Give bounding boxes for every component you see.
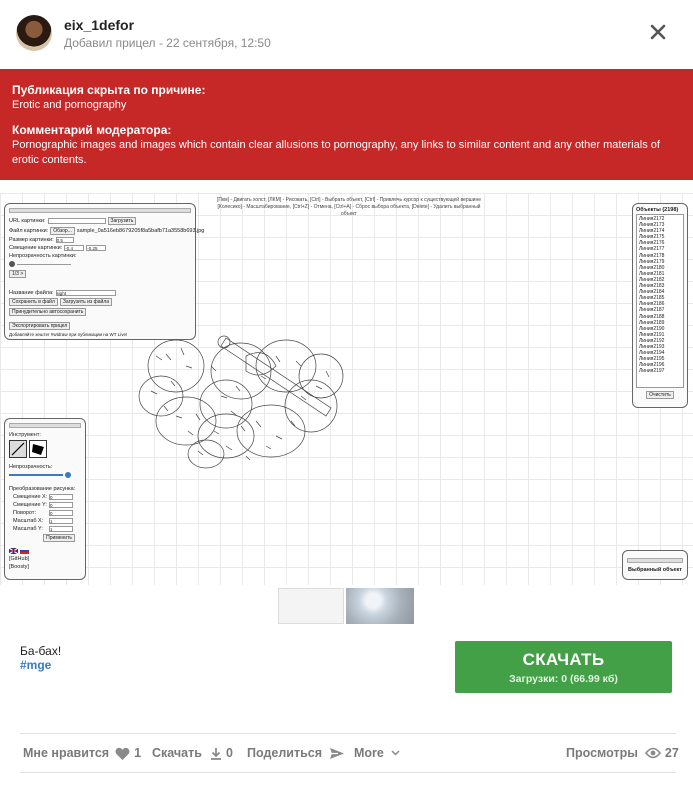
shift-x-label: Смещение X: xyxy=(13,494,48,500)
line-tool-icon xyxy=(9,440,27,458)
moderation-banner xyxy=(0,69,693,180)
download-label: СКАЧАТЬ xyxy=(522,650,605,669)
url-label: URL картинки: xyxy=(9,218,46,224)
footer-note: Добавляйте хештег #wtdraw при публикации на WT Live! xyxy=(9,332,128,337)
object-list-item: Линия2192 xyxy=(639,337,665,344)
transform-label: Преобразование рисунка: xyxy=(9,486,76,492)
file-label: Файл картинки: xyxy=(9,228,49,234)
post-description: Ба-бах! xyxy=(20,644,62,658)
load-file-button: Загрузить из файла xyxy=(60,298,112,306)
eye-icon xyxy=(645,747,661,759)
author-name[interactable]: eix_1defor xyxy=(64,17,135,33)
share-icon xyxy=(329,747,345,760)
object-list-item: Линия2181 xyxy=(639,270,665,277)
like-label: Мне нравится xyxy=(23,746,110,760)
ru-flag-icon xyxy=(20,548,29,554)
uk-flag-icon xyxy=(9,548,18,554)
object-list-item: Линия2180 xyxy=(639,264,665,271)
object-list-item: Линия2186 xyxy=(639,301,665,308)
download-count: 0 xyxy=(225,746,233,760)
objects-panel xyxy=(632,203,688,408)
reason-text: Erotic and pornography xyxy=(12,99,127,111)
panel-handle xyxy=(9,208,191,213)
object-list-item: Линия2175 xyxy=(639,234,665,241)
like-button[interactable] xyxy=(23,746,141,760)
boosty-link: [Boosty] xyxy=(9,564,29,570)
object-list-item: Линия2196 xyxy=(639,362,665,369)
objects-title: Объекты (2198) xyxy=(636,207,679,213)
tool-panel xyxy=(4,418,86,580)
more-label: More xyxy=(354,746,384,760)
selected-object-title: Выбранный объект xyxy=(628,567,682,573)
browse-button: Обзор... xyxy=(50,227,75,235)
object-list-item: Линия2178 xyxy=(639,252,665,259)
download-icon xyxy=(210,747,222,760)
object-list-item: Линия2179 xyxy=(639,258,665,265)
url-input xyxy=(48,218,106,224)
selected-panel-handle xyxy=(627,558,683,563)
object-list-item: Линия2197 xyxy=(639,368,665,375)
line-drawing xyxy=(126,326,348,476)
rotation-input: 0 xyxy=(49,510,73,516)
image-opacity-label: Непрозрачность картинки: xyxy=(9,253,77,259)
offset-y-input: -0.25 xyxy=(86,245,106,251)
like-count: 1 xyxy=(134,746,142,760)
object-list-item: Линия2193 xyxy=(639,343,665,350)
object-list-item: Линия2184 xyxy=(639,289,665,296)
shift-y-label: Смещение Y: xyxy=(13,502,47,508)
export-button: Экспортировать прицел xyxy=(9,322,70,330)
object-list-item: Линия2182 xyxy=(639,276,665,283)
object-list-item: Линия2191 xyxy=(639,331,665,338)
editor-hint xyxy=(214,197,484,218)
share-label: Поделиться xyxy=(247,746,323,760)
file-name: sample_0a516eb8679205f8a5bafb71a3558b693.jpg xyxy=(76,228,205,234)
share-button[interactable] xyxy=(247,746,345,760)
object-list-item: Линия2185 xyxy=(639,295,665,302)
post-tag[interactable]: #mge xyxy=(20,658,52,672)
hint-line-1: [Пкм] - Двигать холст, [ЛКМ] - Рисовать, [Ctrl] - Выбрать объект, [Ctrl] - Привлечь курсор к существующей вершине xyxy=(217,197,481,203)
size-input: 0.5 xyxy=(56,237,74,243)
heart-icon xyxy=(115,747,130,760)
avatar[interactable] xyxy=(16,15,52,51)
autosave-button: Принудительно автосохранить xyxy=(9,308,86,316)
opacity-slider xyxy=(9,472,81,478)
image-opacity-slider xyxy=(9,261,191,267)
scale-x-label: Масштаб X: xyxy=(13,518,44,524)
post-image[interactable] xyxy=(0,193,693,585)
thumbnail-photo[interactable] xyxy=(346,588,414,624)
language-flags xyxy=(9,548,81,554)
object-list-item: Линия2174 xyxy=(639,228,665,235)
object-list-item: Линия2188 xyxy=(639,313,665,320)
github-link: [GitHub] xyxy=(9,556,30,562)
shift-y-input: 0 xyxy=(49,502,73,508)
filename-label: Название файла: xyxy=(9,290,54,296)
more-button[interactable] xyxy=(354,746,400,760)
rotation-label: Поворот: xyxy=(13,510,36,516)
object-list-item: Линия2190 xyxy=(639,325,665,332)
tool-label: Инструмент: xyxy=(9,432,41,438)
shape-tool-icon xyxy=(29,440,47,458)
views-stat xyxy=(566,746,679,760)
thumbnail-strip xyxy=(278,588,414,624)
views-label: Просмотры xyxy=(566,746,638,760)
objects-list xyxy=(636,214,684,388)
scale-x-input: 1 xyxy=(49,518,73,524)
post-subtitle: Добавил прицел - 22 сентября, 12:50 xyxy=(64,36,271,50)
ratio-button: 1/3 > xyxy=(9,270,26,278)
clear-button: Очистить xyxy=(646,391,674,399)
download-stat-button[interactable] xyxy=(152,746,233,760)
object-list-item: Линия2183 xyxy=(639,283,665,290)
tool-buttons xyxy=(9,440,81,458)
selected-object-panel xyxy=(622,550,688,580)
offset-label: Смещение картинки: xyxy=(9,245,63,251)
object-list-item: Линия2177 xyxy=(639,246,665,253)
shift-x-input: 0 xyxy=(49,494,73,500)
filename-input: sight xyxy=(56,290,116,296)
opacity-label: Непрозрачность: xyxy=(9,464,53,470)
chevron-down-icon xyxy=(391,750,400,756)
download-info: Загрузки: 0 (66.99 кб) xyxy=(509,673,618,685)
stats-bar xyxy=(20,733,679,773)
scale-y-input: 1 xyxy=(49,526,73,532)
views-count: 27 xyxy=(664,746,679,760)
object-list-item: Линия2189 xyxy=(639,319,665,326)
object-list-item: Линия2187 xyxy=(639,307,665,314)
scale-y-label: Масштаб Y: xyxy=(13,526,43,532)
download-button[interactable] xyxy=(455,641,672,693)
thumbnail-editor[interactable] xyxy=(278,588,344,624)
reason-title: Публикация скрыта по причине: xyxy=(12,83,206,97)
object-list-item: Линия2172 xyxy=(639,216,665,222)
offset-x-input: -0.4 xyxy=(64,245,84,251)
close-icon[interactable] xyxy=(648,22,668,42)
tool-panel-handle xyxy=(9,423,81,428)
comment-text: Pornographic images and images which contain clear allusions to pornography, any links to similar content and any other materials of erotic contents. xyxy=(12,139,660,166)
apply-button: Применить xyxy=(43,534,75,542)
object-list-item: Линия2195 xyxy=(639,356,665,363)
download-stat-label: Скачать xyxy=(152,746,202,760)
size-label: Размер картинки: xyxy=(9,237,54,243)
settings-panel xyxy=(4,203,205,340)
comment-title: Комментарий модератора: xyxy=(12,123,172,137)
object-list-item: Линия2176 xyxy=(639,240,665,247)
hint-line-2: [Колесико] - Масштабирование, [Ctrl+Z] - Отмена, [Ctrl+A] - Сброс выбора объекта, [Delete] - Удалить выбранный объект xyxy=(217,204,481,217)
object-list-item: Линия2173 xyxy=(639,222,665,229)
object-list-item: Линия2194 xyxy=(639,350,665,357)
load-button: Загрузить xyxy=(108,217,137,225)
save-file-button: Сохранить в файл xyxy=(9,298,58,306)
post-header xyxy=(0,0,693,68)
